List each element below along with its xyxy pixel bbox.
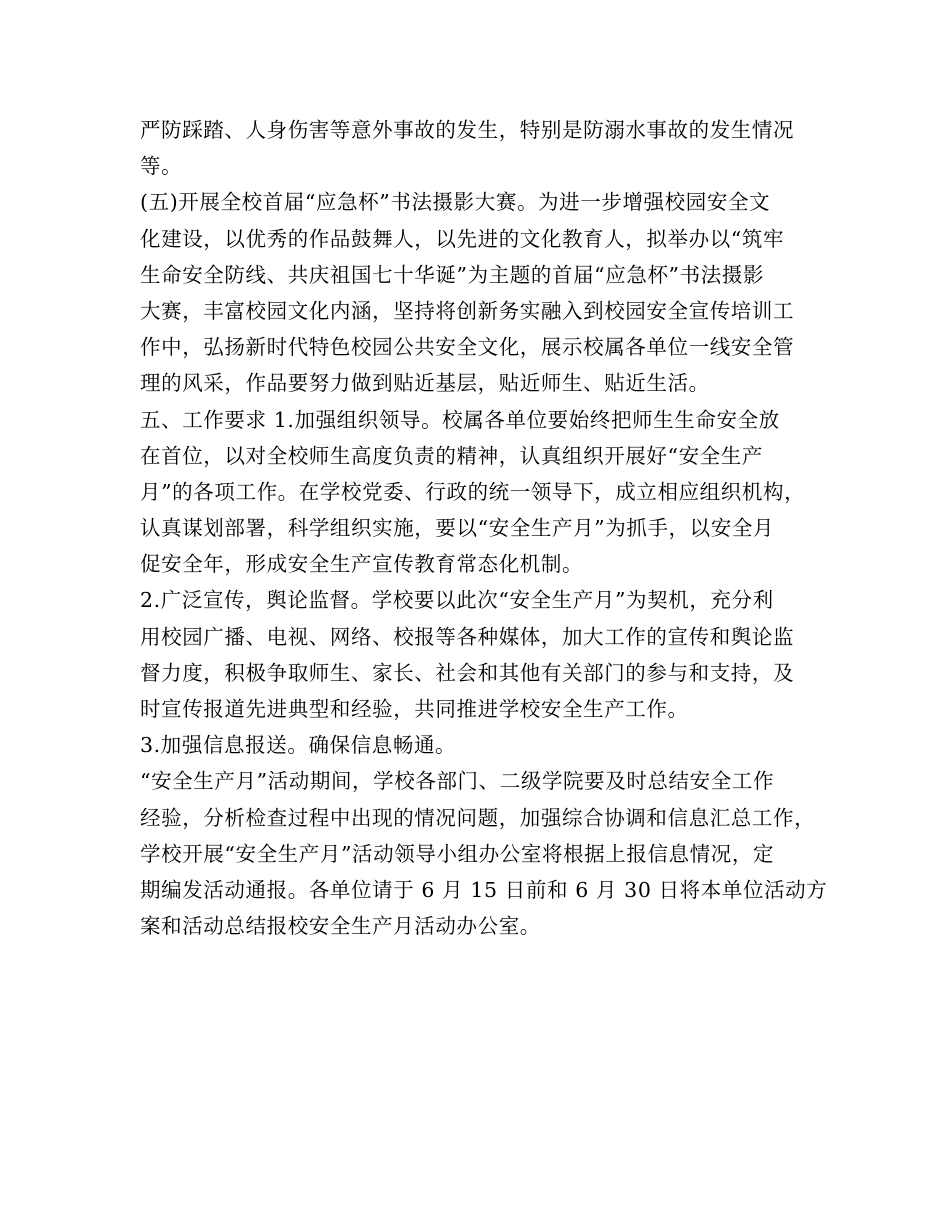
text-line: 3.加强信息报送。确保信息畅通。 <box>140 733 457 758</box>
text-line: 案和活动总结报校安全生产月活动办公室。 <box>140 914 541 939</box>
text-line: 生命安全防线、共庆祖国七十华诞”为主题的首届“应急杯”书法摄影 <box>140 262 765 287</box>
text-line: 理的风采，作品要努力做到贴近基层，贴近师生、贴近生活。 <box>140 371 710 396</box>
text-line: 严防踩踏、人身伤害等意外事故的发生，特别是防溺水事故的发生情况 <box>140 118 795 142</box>
text-line: 化建设，以优秀的作品鼓舞人，以先进的文化教育人，拟举办以“筑牢 <box>140 226 785 251</box>
text-line: 等。 <box>140 154 183 179</box>
document-body <box>140 112 830 944</box>
text-line: 五、工作要求 1.加强组织领导。校属各单位要始终把师生生命安全放 <box>140 407 780 432</box>
text-line: 用校园广播、电视、网络、校报等各种媒体，加大工作的宣传和舆论监 <box>140 624 795 649</box>
text-line: 月”的各项工作。在学校党委、行政的统一领导下，成立相应组织机构， <box>140 479 806 504</box>
text-line: 大赛，丰富校园文化内涵，坚持将创新务实融入到校园安全宣传培训工 <box>140 298 795 323</box>
text-line: “安全生产月”活动期间，学校各部门、二级学院要及时总结安全工作 <box>140 769 775 794</box>
text-line: 促安全年，形成安全生产宣传教育常态化机制。 <box>140 552 584 577</box>
text-line: 督力度，积极争取师生、家长、社会和其他有关部门的参与和支持，及 <box>140 660 795 685</box>
text-line: 经验，分析检查过程中出现的情况问题，加强综合协调和信息汇总工作， <box>140 805 816 830</box>
text-line: 时宣传报道先进典型和经验，共同推进学校安全生产工作。 <box>140 697 689 721</box>
text-line: 期编发活动通报。各单位请于 6 月 15 日前和 6 月 30 日将本单位活动方 <box>140 877 828 902</box>
text-line: 学校开展“安全生产月”活动领导小组办公室将根据上报信息情况，定 <box>140 841 775 866</box>
text-line: 认真谋划部署，科学组织实施，要以“安全生产月”为抓手，以安全月 <box>140 516 775 541</box>
text-line: (五)开展全校首届“应急杯”书法摄影大赛。为进一步增强校园安全文 <box>140 190 771 215</box>
text-line: 在首位，以对全校师生高度负责的精神，认真组织开展好“安全生产 <box>140 443 763 468</box>
text-line: 作中，弘扬新时代特色校园公共安全文化，展示校属各单位一线安全管 <box>140 335 795 360</box>
text-line: 2.广泛宣传，舆论监督。学校要以此次“安全生产月”为契机，充分利 <box>140 588 774 613</box>
